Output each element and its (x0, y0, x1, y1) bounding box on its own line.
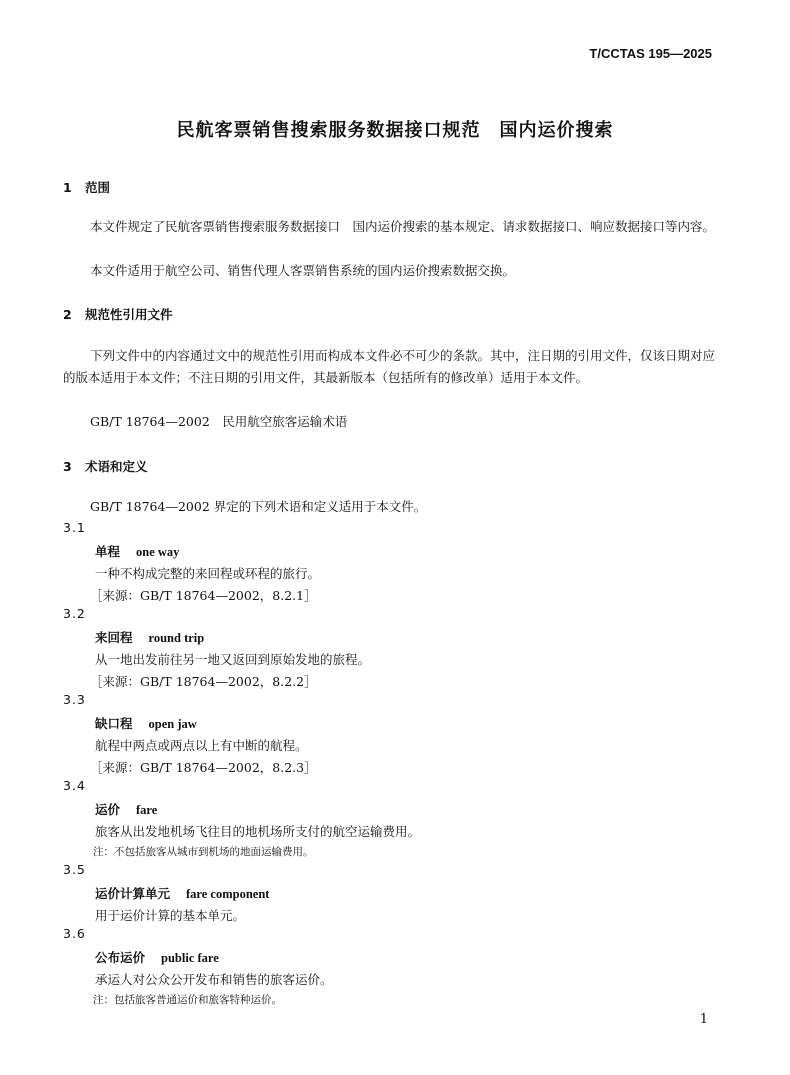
section-number: 3 (63, 459, 72, 474)
term-name-cn: 单程 (95, 544, 121, 559)
term-definition: 用于运价计算的基本单元。 (95, 908, 246, 923)
term-number: 3.2 (63, 606, 86, 621)
normative-reference: GB/T 18764—2002 民用航空旅客运输术语 (90, 414, 348, 429)
term-name-cn: 运价计算单元 (95, 886, 171, 901)
term-name-cn: 来回程 (95, 630, 133, 645)
section-1-paragraph-1: 本文件规定了民航客票销售搜索服务数据接口 国内运价搜索的基本规定、请求数据接口、响应数据接口等内容。 (90, 219, 716, 234)
term-heading (95, 884, 269, 902)
section-number: 2 (63, 307, 72, 322)
section-2-paragraph: 下列文件中的内容通过文中的规范性引用而构成本文件必不可少的条款。其中，注日期的引用文件，仅该日期对应的版本适用于本文件；不注日期的引用文件，其最新版本（包括所有的修改单）适用于本文件。 (63, 348, 716, 385)
term-name-en: one way (136, 545, 180, 559)
term-name-en: fare component (186, 887, 270, 901)
term-heading (95, 542, 179, 560)
section-title: 术语和定义 (85, 459, 148, 474)
section-2-heading (63, 305, 173, 323)
term-note: 注：包括旅客普通运价和旅客特种运价。 (93, 994, 282, 1006)
term-source: ［来源：GB/T 18764—2002，8.2.3］ (90, 760, 317, 775)
term-note: 注：不包括旅客从城市到机场的地面运输费用。 (93, 846, 314, 858)
section-3-intro: GB/T 18764—2002 界定的下列术语和定义适用于本文件。 (90, 499, 427, 514)
term-name-en: public fare (161, 951, 219, 965)
document-title: 民航客票销售搜索服务数据接口规范 国内运价搜索 (176, 120, 614, 141)
term-name-cn: 公布运价 (95, 950, 146, 965)
term-heading (95, 800, 157, 818)
term-definition: 旅客从出发地机场飞往目的地机场所支付的航空运输费用。 (95, 824, 421, 839)
term-name-en: open jaw (148, 717, 197, 731)
term-definition: 承运人对公众公开发布和销售的旅客运价。 (95, 972, 333, 987)
term-name-cn: 运价 (95, 802, 121, 817)
section-number: 1 (63, 180, 72, 195)
term-definition: 航程中两点或两点以上有中断的航程。 (95, 738, 308, 753)
term-name-cn: 缺口程 (95, 716, 133, 731)
term-name-en: round trip (148, 631, 205, 645)
term-number: 3.4 (63, 778, 86, 793)
term-source: ［来源：GB/T 18764—2002，8.2.1］ (90, 588, 317, 603)
term-heading (95, 948, 219, 966)
section-3-heading (63, 457, 148, 475)
term-definition: 一种不构成完整的来回程或环程的旅行。 (95, 566, 321, 581)
section-1-paragraph-2: 本文件适用于航空公司、销售代理人客票销售系统的国内运价搜索数据交换。 (90, 263, 516, 278)
term-definition: 从一地出发前往另一地又返回到原始发地的旅程。 (95, 652, 371, 667)
standard-code: T/CCTAS 195—2025 (589, 46, 712, 61)
term-name-en: fare (136, 803, 158, 817)
term-number: 3.3 (63, 692, 86, 707)
section-title: 范围 (85, 180, 111, 195)
term-heading (95, 628, 204, 646)
page-number: 1 (699, 1012, 708, 1027)
term-source: ［来源：GB/T 18764—2002，8.2.2］ (90, 674, 317, 689)
section-1-heading (63, 178, 110, 196)
term-number: 3.5 (63, 862, 86, 877)
term-number: 3.6 (63, 926, 86, 941)
term-number: 3.1 (63, 520, 86, 535)
section-title: 规范性引用文件 (85, 307, 173, 322)
term-heading (95, 714, 197, 732)
